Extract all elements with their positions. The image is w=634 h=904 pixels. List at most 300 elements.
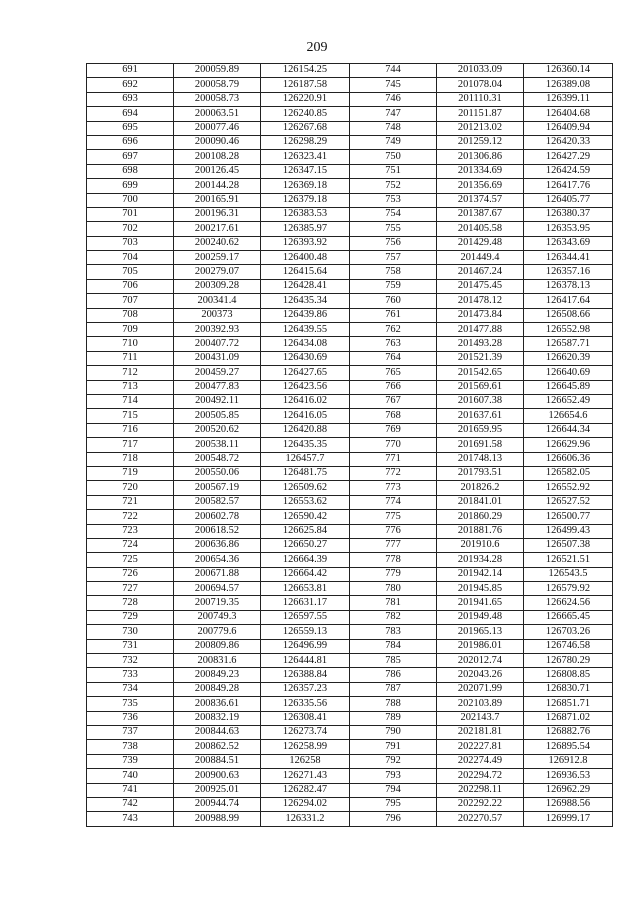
table-row (87, 394, 613, 408)
table-row (87, 567, 613, 581)
point-number-right: 783 (350, 625, 437, 639)
x-coordinate-right: 201449.4 (437, 251, 524, 265)
y-coordinate-left: 126428.41 (261, 279, 350, 293)
point-number-right: 763 (350, 337, 437, 351)
x-coordinate-left: 200618.52 (174, 524, 261, 538)
x-coordinate-left: 200058.73 (174, 92, 261, 106)
x-coordinate-left: 200900.63 (174, 769, 261, 783)
y-coordinate-left: 126457.7 (261, 452, 350, 466)
table-row (87, 495, 613, 509)
x-coordinate-right: 202103.89 (437, 697, 524, 711)
x-coordinate-right: 201949.48 (437, 610, 524, 624)
x-coordinate-right: 201569.61 (437, 380, 524, 394)
y-coordinate-right: 126543.5 (524, 567, 613, 581)
x-coordinate-right: 201841.01 (437, 495, 524, 509)
y-coordinate-right: 126882.76 (524, 725, 613, 739)
y-coordinate-right: 126344.41 (524, 251, 613, 265)
y-coordinate-right: 126508.66 (524, 308, 613, 322)
table-row (87, 625, 613, 639)
point-number-left: 743 (87, 812, 174, 826)
point-number-left: 726 (87, 567, 174, 581)
table-row (87, 639, 613, 653)
coordinates-table-body (87, 64, 613, 827)
x-coordinate-right: 201986.01 (437, 639, 524, 653)
x-coordinate-right: 201521.39 (437, 351, 524, 365)
y-coordinate-left: 126379.18 (261, 193, 350, 207)
y-coordinate-left: 126369.18 (261, 179, 350, 193)
table-row (87, 337, 613, 351)
table-row (87, 150, 613, 164)
x-coordinate-left: 200809.86 (174, 639, 261, 653)
point-number-right: 788 (350, 697, 437, 711)
table-row (87, 265, 613, 279)
point-number-right: 756 (350, 236, 437, 250)
point-number-left: 716 (87, 423, 174, 437)
x-coordinate-left: 200477.83 (174, 380, 261, 394)
x-coordinate-left: 200309.28 (174, 279, 261, 293)
point-number-left: 699 (87, 179, 174, 193)
y-coordinate-right: 126417.76 (524, 179, 613, 193)
y-coordinate-left: 126258 (261, 754, 350, 768)
x-coordinate-left: 200431.09 (174, 351, 261, 365)
point-number-right: 795 (350, 797, 437, 811)
table-row (87, 538, 613, 552)
y-coordinate-left: 126664.39 (261, 553, 350, 567)
y-coordinate-right: 126424.59 (524, 164, 613, 178)
x-coordinate-right: 201473.84 (437, 308, 524, 322)
x-coordinate-left: 200548.72 (174, 452, 261, 466)
x-coordinate-left: 200836.61 (174, 697, 261, 711)
point-number-left: 742 (87, 797, 174, 811)
table-row (87, 596, 613, 610)
x-coordinate-left: 200694.57 (174, 582, 261, 596)
point-number-right: 758 (350, 265, 437, 279)
point-number-right: 752 (350, 179, 437, 193)
point-number-right: 761 (350, 308, 437, 322)
y-coordinate-right: 126962.29 (524, 783, 613, 797)
point-number-right: 754 (350, 207, 437, 221)
y-coordinate-right: 126746.58 (524, 639, 613, 653)
y-coordinate-right: 126895.54 (524, 740, 613, 754)
table-row (87, 409, 613, 423)
point-number-left: 705 (87, 265, 174, 279)
x-coordinate-right: 202181.81 (437, 725, 524, 739)
point-number-right: 757 (350, 251, 437, 265)
x-coordinate-right: 201860.29 (437, 510, 524, 524)
y-coordinate-right: 126999.17 (524, 812, 613, 826)
point-number-left: 713 (87, 380, 174, 394)
table-row (87, 179, 613, 193)
table-row (87, 682, 613, 696)
y-coordinate-left: 126187.58 (261, 78, 350, 92)
x-coordinate-right: 201542.65 (437, 366, 524, 380)
point-number-left: 725 (87, 553, 174, 567)
point-number-right: 773 (350, 481, 437, 495)
table-row (87, 308, 613, 322)
x-coordinate-right: 201945.85 (437, 582, 524, 596)
table-row (87, 697, 613, 711)
table-row (87, 466, 613, 480)
y-coordinate-left: 126481.75 (261, 466, 350, 480)
y-coordinate-left: 126271.43 (261, 769, 350, 783)
x-coordinate-right: 201881.76 (437, 524, 524, 538)
table-row (87, 711, 613, 725)
x-coordinate-left: 200849.28 (174, 682, 261, 696)
x-coordinate-left: 200373 (174, 308, 261, 322)
point-number-left: 694 (87, 107, 174, 121)
x-coordinate-right: 201942.14 (437, 567, 524, 581)
point-number-left: 717 (87, 438, 174, 452)
table-row (87, 812, 613, 826)
point-number-left: 706 (87, 279, 174, 293)
point-number-right: 744 (350, 64, 437, 78)
x-coordinate-left: 200063.51 (174, 107, 261, 121)
table-row (87, 64, 613, 78)
table-row (87, 754, 613, 768)
y-coordinate-right: 126357.16 (524, 265, 613, 279)
x-coordinate-left: 200077.46 (174, 121, 261, 135)
y-coordinate-left: 126434.08 (261, 337, 350, 351)
y-coordinate-right: 126378.13 (524, 279, 613, 293)
y-coordinate-left: 126347.15 (261, 164, 350, 178)
y-coordinate-left: 126393.92 (261, 236, 350, 250)
x-coordinate-right: 201151.87 (437, 107, 524, 121)
y-coordinate-right: 126652.49 (524, 394, 613, 408)
table-row (87, 251, 613, 265)
point-number-right: 759 (350, 279, 437, 293)
x-coordinate-left: 200108.28 (174, 150, 261, 164)
x-coordinate-right: 201910.6 (437, 538, 524, 552)
x-coordinate-left: 200832.19 (174, 711, 261, 725)
x-coordinate-right: 202012.74 (437, 654, 524, 668)
x-coordinate-right: 201033.09 (437, 64, 524, 78)
x-coordinate-right: 201748.13 (437, 452, 524, 466)
point-number-left: 722 (87, 510, 174, 524)
point-number-left: 740 (87, 769, 174, 783)
point-number-left: 700 (87, 193, 174, 207)
table-row (87, 294, 613, 308)
y-coordinate-right: 126579.92 (524, 582, 613, 596)
y-coordinate-right: 126654.6 (524, 409, 613, 423)
point-number-left: 703 (87, 236, 174, 250)
y-coordinate-left: 126664.42 (261, 567, 350, 581)
x-coordinate-right: 201110.31 (437, 92, 524, 106)
x-coordinate-right: 201213.02 (437, 121, 524, 135)
y-coordinate-left: 126430.69 (261, 351, 350, 365)
point-number-left: 697 (87, 150, 174, 164)
point-number-left: 723 (87, 524, 174, 538)
page-number: 209 (306, 40, 328, 55)
y-coordinate-left: 126385.97 (261, 222, 350, 236)
table-row (87, 193, 613, 207)
point-number-right: 748 (350, 121, 437, 135)
x-coordinate-right: 201259.12 (437, 135, 524, 149)
point-number-left: 734 (87, 682, 174, 696)
table-row (87, 107, 613, 121)
point-number-right: 765 (350, 366, 437, 380)
point-number-right: 796 (350, 812, 437, 826)
point-number-left: 733 (87, 668, 174, 682)
x-coordinate-left: 200602.78 (174, 510, 261, 524)
point-number-right: 750 (350, 150, 437, 164)
x-coordinate-right: 202298.11 (437, 783, 524, 797)
y-coordinate-right: 126912.8 (524, 754, 613, 768)
coordinates-table (86, 63, 613, 827)
y-coordinate-right: 126399.11 (524, 92, 613, 106)
point-number-left: 728 (87, 596, 174, 610)
x-coordinate-left: 200844.63 (174, 725, 261, 739)
table-row (87, 423, 613, 437)
x-coordinate-right: 201934.28 (437, 553, 524, 567)
point-number-left: 707 (87, 294, 174, 308)
point-number-left: 741 (87, 783, 174, 797)
point-number-right: 762 (350, 323, 437, 337)
point-number-left: 695 (87, 121, 174, 135)
table-row (87, 783, 613, 797)
y-coordinate-left: 126308.41 (261, 711, 350, 725)
point-number-right: 769 (350, 423, 437, 437)
point-number-left: 708 (87, 308, 174, 322)
point-number-left: 720 (87, 481, 174, 495)
y-coordinate-right: 126871.02 (524, 711, 613, 725)
y-coordinate-right: 126360.14 (524, 64, 613, 78)
x-coordinate-right: 202043.26 (437, 668, 524, 682)
x-coordinate-right: 202292.22 (437, 797, 524, 811)
y-coordinate-left: 126423.56 (261, 380, 350, 394)
y-coordinate-left: 126282.47 (261, 783, 350, 797)
x-coordinate-right: 201691.58 (437, 438, 524, 452)
point-number-right: 785 (350, 654, 437, 668)
x-coordinate-left: 200392.93 (174, 323, 261, 337)
point-number-right: 778 (350, 553, 437, 567)
point-number-left: 736 (87, 711, 174, 725)
x-coordinate-left: 200671.88 (174, 567, 261, 581)
x-coordinate-left: 200196.31 (174, 207, 261, 221)
x-coordinate-left: 200862.52 (174, 740, 261, 754)
point-number-left: 698 (87, 164, 174, 178)
point-number-left: 738 (87, 740, 174, 754)
y-coordinate-left: 126416.02 (261, 394, 350, 408)
y-coordinate-left: 126383.53 (261, 207, 350, 221)
point-number-right: 766 (350, 380, 437, 394)
table-row (87, 279, 613, 293)
y-coordinate-left: 126273.74 (261, 725, 350, 739)
y-coordinate-left: 126240.85 (261, 107, 350, 121)
point-number-right: 771 (350, 452, 437, 466)
point-number-left: 696 (87, 135, 174, 149)
y-coordinate-right: 126851.71 (524, 697, 613, 711)
point-number-right: 747 (350, 107, 437, 121)
y-coordinate-left: 126509.62 (261, 481, 350, 495)
y-coordinate-right: 126427.29 (524, 150, 613, 164)
point-number-right: 793 (350, 769, 437, 783)
y-coordinate-right: 126420.33 (524, 135, 613, 149)
y-coordinate-left: 126435.34 (261, 294, 350, 308)
y-coordinate-right: 126552.92 (524, 481, 613, 495)
y-coordinate-left: 126597.55 (261, 610, 350, 624)
point-number-left: 732 (87, 654, 174, 668)
x-coordinate-left: 200719.35 (174, 596, 261, 610)
x-coordinate-right: 201467.24 (437, 265, 524, 279)
point-number-right: 772 (350, 466, 437, 480)
y-coordinate-left: 126625.84 (261, 524, 350, 538)
point-number-left: 709 (87, 323, 174, 337)
table-row (87, 582, 613, 596)
point-number-right: 784 (350, 639, 437, 653)
x-coordinate-left: 200058.79 (174, 78, 261, 92)
y-coordinate-right: 126380.37 (524, 207, 613, 221)
x-coordinate-right: 201334.69 (437, 164, 524, 178)
x-coordinate-right: 202143.7 (437, 711, 524, 725)
x-coordinate-right: 201356.69 (437, 179, 524, 193)
point-number-left: 721 (87, 495, 174, 509)
point-number-left: 691 (87, 64, 174, 78)
point-number-left: 715 (87, 409, 174, 423)
y-coordinate-left: 126553.62 (261, 495, 350, 509)
y-coordinate-left: 126444.81 (261, 654, 350, 668)
x-coordinate-right: 201493.28 (437, 337, 524, 351)
x-coordinate-right: 201078.04 (437, 78, 524, 92)
y-coordinate-right: 126417.64 (524, 294, 613, 308)
x-coordinate-right: 202227.81 (437, 740, 524, 754)
y-coordinate-left: 126559.13 (261, 625, 350, 639)
y-coordinate-left: 126416.05 (261, 409, 350, 423)
y-coordinate-right: 126527.52 (524, 495, 613, 509)
point-number-left: 731 (87, 639, 174, 653)
x-coordinate-right: 202274.49 (437, 754, 524, 768)
x-coordinate-right: 201374.57 (437, 193, 524, 207)
point-number-left: 737 (87, 725, 174, 739)
point-number-right: 790 (350, 725, 437, 739)
x-coordinate-left: 200550.06 (174, 466, 261, 480)
point-number-left: 704 (87, 251, 174, 265)
y-coordinate-left: 126388.84 (261, 668, 350, 682)
x-coordinate-left: 200165.91 (174, 193, 261, 207)
y-coordinate-right: 126389.08 (524, 78, 613, 92)
point-number-right: 746 (350, 92, 437, 106)
x-coordinate-left: 200567.19 (174, 481, 261, 495)
table-row (87, 164, 613, 178)
x-coordinate-right: 201429.48 (437, 236, 524, 250)
point-number-left: 739 (87, 754, 174, 768)
point-number-left: 711 (87, 351, 174, 365)
y-coordinate-left: 126420.88 (261, 423, 350, 437)
table-row (87, 380, 613, 394)
point-number-right: 779 (350, 567, 437, 581)
y-coordinate-left: 126439.55 (261, 323, 350, 337)
table-row (87, 78, 613, 92)
x-coordinate-right: 201475.45 (437, 279, 524, 293)
table-row (87, 610, 613, 624)
point-number-left: 735 (87, 697, 174, 711)
table-row (87, 135, 613, 149)
point-number-right: 791 (350, 740, 437, 754)
table-row (87, 207, 613, 221)
y-coordinate-left: 126258.99 (261, 740, 350, 754)
x-coordinate-right: 201478.12 (437, 294, 524, 308)
x-coordinate-left: 200779.6 (174, 625, 261, 639)
point-number-right: 780 (350, 582, 437, 596)
point-number-right: 782 (350, 610, 437, 624)
table-row (87, 725, 613, 739)
y-coordinate-left: 126335.56 (261, 697, 350, 711)
table-row (87, 351, 613, 365)
y-coordinate-right: 126499.43 (524, 524, 613, 538)
point-number-left: 724 (87, 538, 174, 552)
x-coordinate-left: 200884.51 (174, 754, 261, 768)
y-coordinate-right: 126521.51 (524, 553, 613, 567)
y-coordinate-right: 126552.98 (524, 323, 613, 337)
point-number-right: 749 (350, 135, 437, 149)
x-coordinate-left: 200849.23 (174, 668, 261, 682)
y-coordinate-left: 126427.65 (261, 366, 350, 380)
point-number-left: 719 (87, 466, 174, 480)
x-coordinate-right: 201637.61 (437, 409, 524, 423)
y-coordinate-right: 126830.71 (524, 682, 613, 696)
x-coordinate-left: 200636.86 (174, 538, 261, 552)
point-number-right: 764 (350, 351, 437, 365)
x-coordinate-right: 201659.95 (437, 423, 524, 437)
point-number-right: 775 (350, 510, 437, 524)
y-coordinate-right: 126988.56 (524, 797, 613, 811)
y-coordinate-right: 126620.39 (524, 351, 613, 365)
x-coordinate-left: 200090.46 (174, 135, 261, 149)
table-row (87, 524, 613, 538)
x-coordinate-left: 200925.01 (174, 783, 261, 797)
x-coordinate-right: 201477.88 (437, 323, 524, 337)
table-row (87, 797, 613, 811)
y-coordinate-left: 126631.17 (261, 596, 350, 610)
point-number-right: 786 (350, 668, 437, 682)
x-coordinate-left: 200944.74 (174, 797, 261, 811)
point-number-right: 755 (350, 222, 437, 236)
table-row (87, 121, 613, 135)
y-coordinate-left: 126323.41 (261, 150, 350, 164)
x-coordinate-left: 200144.28 (174, 179, 261, 193)
y-coordinate-left: 126415.64 (261, 265, 350, 279)
point-number-left: 729 (87, 610, 174, 624)
point-number-left: 693 (87, 92, 174, 106)
point-number-left: 727 (87, 582, 174, 596)
y-coordinate-left: 126267.68 (261, 121, 350, 135)
x-coordinate-left: 200341.4 (174, 294, 261, 308)
y-coordinate-right: 126353.95 (524, 222, 613, 236)
point-number-right: 776 (350, 524, 437, 538)
table-row (87, 438, 613, 452)
table-row (87, 510, 613, 524)
point-number-left: 718 (87, 452, 174, 466)
y-coordinate-left: 126650.27 (261, 538, 350, 552)
y-coordinate-left: 126439.86 (261, 308, 350, 322)
x-coordinate-left: 200459.27 (174, 366, 261, 380)
table-row (87, 92, 613, 106)
point-number-left: 730 (87, 625, 174, 639)
y-coordinate-right: 126624.56 (524, 596, 613, 610)
point-number-right: 789 (350, 711, 437, 725)
y-coordinate-left: 126154.25 (261, 64, 350, 78)
point-number-right: 792 (350, 754, 437, 768)
point-number-right: 745 (350, 78, 437, 92)
x-coordinate-left: 200505.85 (174, 409, 261, 423)
y-coordinate-left: 126400.48 (261, 251, 350, 265)
table-row (87, 668, 613, 682)
y-coordinate-left: 126496.99 (261, 639, 350, 653)
table-row (87, 553, 613, 567)
y-coordinate-right: 126665.45 (524, 610, 613, 624)
point-number-left: 712 (87, 366, 174, 380)
x-coordinate-left: 200492.11 (174, 394, 261, 408)
point-number-right: 767 (350, 394, 437, 408)
